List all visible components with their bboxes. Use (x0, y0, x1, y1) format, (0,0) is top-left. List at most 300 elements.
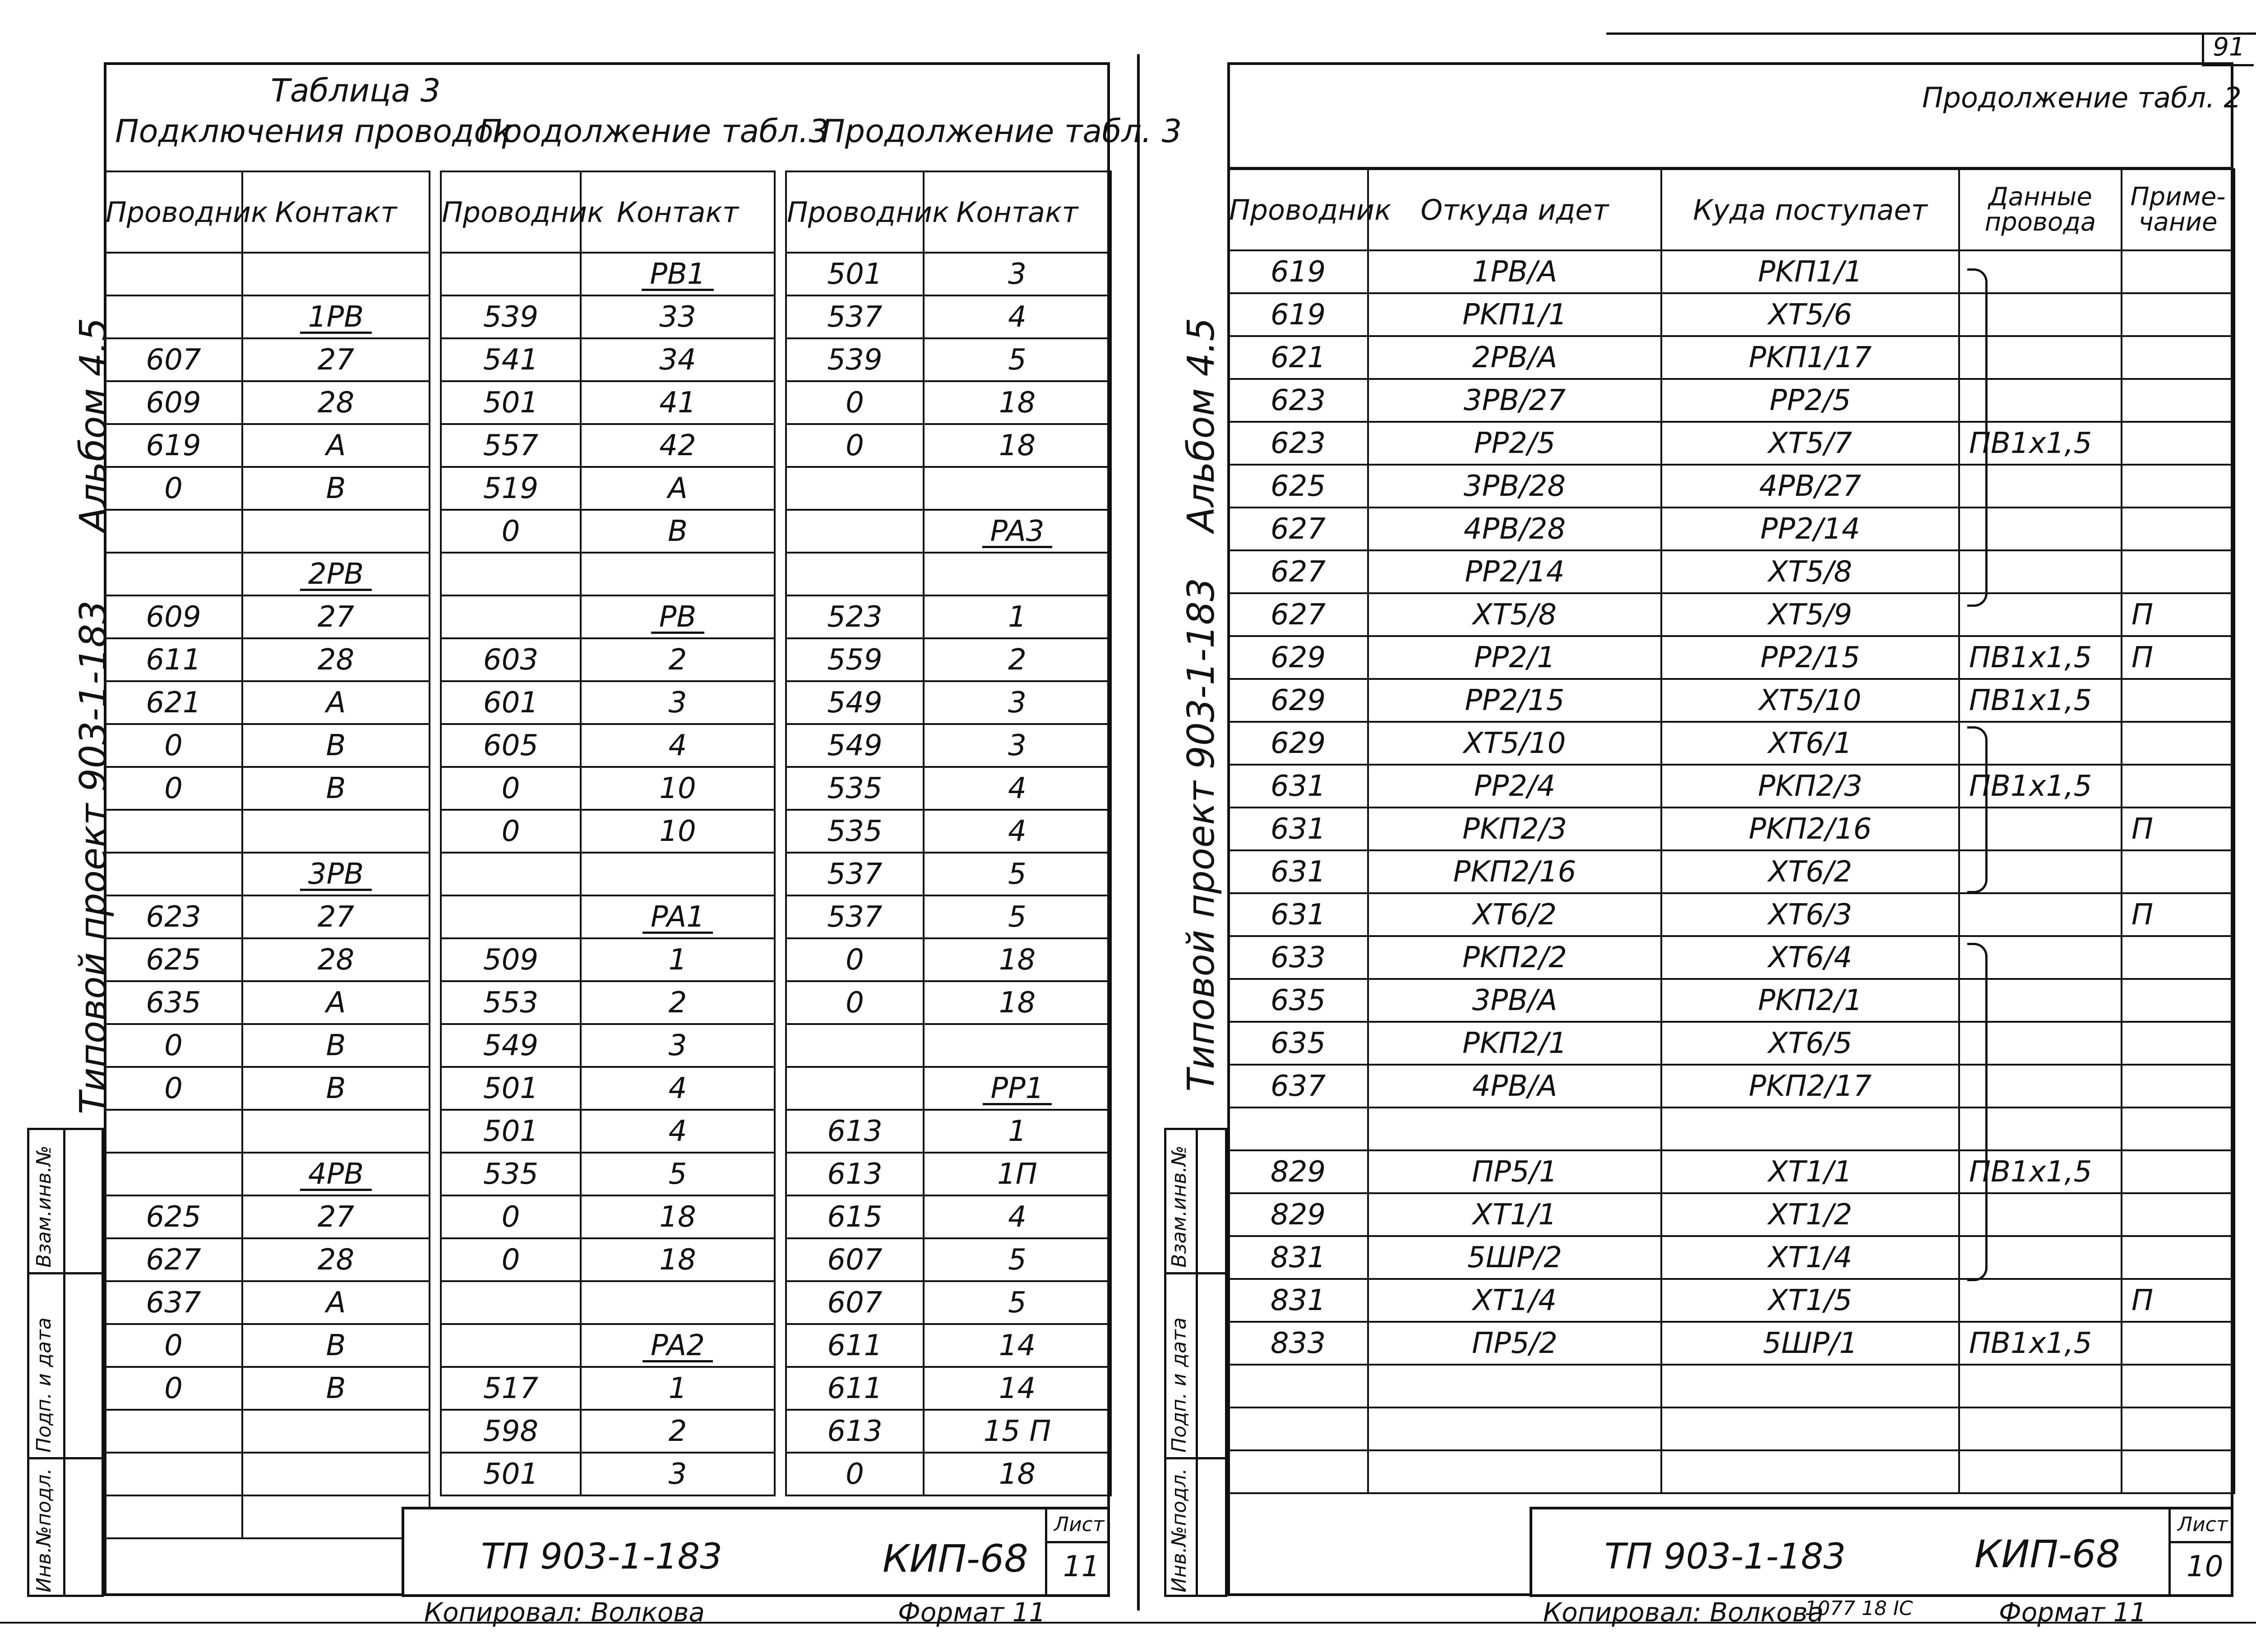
conductor-cell: 501 (441, 381, 581, 424)
conductor-cell (105, 1453, 242, 1495)
table-row (1228, 1193, 2234, 1236)
table3-part1-body (105, 253, 430, 1538)
conductor-cell: 559 (786, 638, 924, 681)
contact-cell: 18 (581, 1195, 775, 1238)
contact-cell (242, 1410, 430, 1453)
wire-cell: ПВ1x1,5 (1959, 1150, 2122, 1193)
to-cell (1661, 1450, 1959, 1493)
table2-body (1228, 250, 2234, 1493)
conductor-cell (105, 1410, 242, 1453)
table-row (441, 595, 775, 638)
table-row (786, 381, 1111, 424)
conductor-cell: 619 (105, 424, 242, 467)
contact-cell (242, 295, 430, 338)
left-footer-copied: Копировал: Волкова (424, 1597, 705, 1628)
right-stamp-code: ТП 903-1-183 (1604, 1537, 1846, 1577)
table-row (441, 1281, 775, 1324)
table-row (441, 638, 775, 681)
table-row (105, 1195, 430, 1238)
conductor-cell: 605 (441, 724, 581, 767)
from-cell: 4PB/28 (1368, 508, 1661, 550)
note-cell (2122, 979, 2234, 1022)
table3-subtitle: Подключения проводок (115, 113, 513, 150)
right-side-stamp-rule2 (1164, 1457, 1227, 1459)
table-row (105, 253, 430, 295)
contact-cell: 5 (924, 853, 1111, 895)
table-row (105, 724, 430, 767)
wire-cell (1959, 1407, 2122, 1450)
table-row (1228, 593, 2234, 636)
table-row (1228, 293, 2234, 336)
col-from-header: Откуда идет (1368, 169, 1661, 250)
right-album-label: Альбом 4.5 (1180, 318, 1223, 532)
conductor-cell: 629 (1228, 636, 1368, 679)
conductor-cell (786, 1024, 924, 1067)
table-row (786, 895, 1111, 938)
contact-cell (581, 1324, 775, 1367)
conductor-cell (441, 895, 581, 938)
contact-cell: 1 (581, 938, 775, 981)
to-cell: PP2/15 (1661, 636, 1959, 679)
conductor-cell: 615 (786, 1195, 924, 1238)
conductor-cell: 0 (786, 981, 924, 1024)
from-cell: 3PB/28 (1368, 465, 1661, 508)
contact-cell: 2 (581, 981, 775, 1024)
contact-cell: 2 (924, 638, 1111, 681)
left-stamp-rule (1045, 1541, 1108, 1543)
note-cell (2122, 1065, 2234, 1107)
from-cell: 3PB/27 (1368, 379, 1661, 422)
conductor-cell: 611 (786, 1324, 924, 1367)
conductor-cell (441, 853, 581, 895)
conductor-cell: 0 (105, 1024, 242, 1067)
contact-cell: 4 (581, 724, 775, 767)
to-cell: PKП1/1 (1661, 250, 1959, 293)
conductor-cell: 535 (786, 810, 924, 853)
col-contact-header: Контакт (242, 171, 430, 253)
note-cell (2122, 293, 2234, 336)
top-rule (1606, 32, 2256, 35)
from-cell: XT1/1 (1368, 1193, 1661, 1236)
conductor-cell: 0 (786, 938, 924, 981)
table-row (1228, 1150, 2234, 1193)
table-row (786, 338, 1111, 381)
note-cell: П (2122, 893, 2234, 936)
contact-cell: 3 (924, 681, 1111, 724)
contact-cell: 14 (924, 1324, 1111, 1367)
table-row (786, 510, 1111, 553)
contact-cell (581, 853, 775, 895)
conductor-cell: 611 (105, 638, 242, 681)
note-cell (2122, 1150, 2234, 1193)
note-cell (2122, 250, 2234, 293)
table-row (1228, 508, 2234, 550)
table-row (105, 638, 430, 681)
left-stamp-kip: КИП-68 (883, 1537, 1028, 1581)
note-cell (2122, 936, 2234, 979)
contact-cell: 18 (924, 381, 1111, 424)
col-conductor-header: Проводник (786, 171, 924, 253)
contact-cell: 15 П (924, 1410, 1111, 1453)
conductor-cell: 613 (786, 1110, 924, 1153)
conductor-cell: 629 (1228, 679, 1368, 722)
table-row (105, 895, 430, 938)
table-row (105, 853, 430, 895)
table-row (1228, 1065, 2234, 1107)
contact-cell (581, 895, 775, 938)
conductor-cell: 0 (441, 1195, 581, 1238)
table-row (1228, 1022, 2234, 1065)
conductor-cell (1228, 1107, 1368, 1150)
col-conductor-header: Проводник (441, 171, 581, 253)
conductor-cell: 631 (1228, 808, 1368, 850)
table-row (786, 595, 1111, 638)
conductor-cell (786, 1067, 924, 1110)
conductor-cell (786, 510, 924, 553)
conductor-cell (1228, 1450, 1368, 1493)
conductor-cell (786, 467, 924, 510)
table-row (105, 1238, 430, 1281)
contact-cell: 4 (924, 1195, 1111, 1238)
to-cell (1661, 1365, 1959, 1407)
contact-cell (924, 553, 1111, 595)
conductor-cell: 631 (1228, 850, 1368, 893)
table-row (786, 1281, 1111, 1324)
device-label: 4PB (300, 1160, 372, 1191)
conductor-cell: 637 (1228, 1065, 1368, 1107)
table-row (786, 724, 1111, 767)
conductor-cell: 523 (786, 595, 924, 638)
table-row (786, 424, 1111, 467)
table-row (105, 381, 430, 424)
table-row (441, 1195, 775, 1238)
table-row (1228, 765, 2234, 808)
device-label: 1PB (300, 303, 372, 334)
conductor-cell: 0 (105, 1367, 242, 1410)
table3-part1 (104, 171, 430, 1539)
right-side-stamp-rule1 (1164, 1272, 1227, 1274)
contact-cell: 3 (581, 1024, 775, 1067)
from-cell: 2PB/A (1368, 336, 1661, 379)
conductor-cell: 519 (441, 467, 581, 510)
table-row (441, 1324, 775, 1367)
right-footer-copied: Копировал: Волкова (1543, 1597, 1824, 1628)
conductor-cell: 831 (1228, 1279, 1368, 1322)
table-row (786, 253, 1111, 295)
contact-cell: 4 (581, 1110, 775, 1153)
contact-cell: A (242, 681, 430, 724)
contact-cell: 5 (924, 895, 1111, 938)
conductor-cell: 607 (105, 338, 242, 381)
conductor-cell: 625 (105, 1195, 242, 1238)
conductor-cell: 601 (441, 681, 581, 724)
table-row (786, 810, 1111, 853)
brace-group-1 (1967, 268, 1988, 607)
brace-group-3 (1967, 943, 1988, 1281)
left-stamp-sheet-no: 11 (1063, 1550, 1100, 1583)
contact-cell: 5 (924, 1281, 1111, 1324)
table2-continuation (1227, 168, 2235, 1494)
conductor-cell (105, 1495, 242, 1538)
note-cell: П (2122, 636, 2234, 679)
from-cell (1368, 1107, 1661, 1150)
table-row (105, 424, 430, 467)
to-cell: XT5/9 (1661, 593, 1959, 636)
conductor-cell: 501 (441, 1110, 581, 1153)
conductor-cell (105, 1110, 242, 1153)
conductor-cell (786, 553, 924, 595)
conductor-cell: 0 (441, 810, 581, 853)
to-cell: PKП1/17 (1661, 336, 1959, 379)
contact-cell: 1 (581, 1367, 775, 1410)
table-row (786, 981, 1111, 1024)
table-row (1228, 379, 2234, 422)
table-row (786, 1024, 1111, 1067)
table-row (105, 1024, 430, 1067)
table-row (441, 253, 775, 295)
contact-cell: B (242, 724, 430, 767)
right-stamp-sheet-no: 10 (2187, 1550, 2224, 1583)
table-row (786, 467, 1111, 510)
table-row (441, 724, 775, 767)
conductor-cell: 0 (786, 1453, 924, 1495)
conductor-cell: 627 (1228, 550, 1368, 593)
table-row (786, 938, 1111, 981)
table-row (1228, 1450, 2234, 1493)
to-cell: XT1/5 (1661, 1279, 1959, 1322)
conductor-cell: 501 (441, 1067, 581, 1110)
conductor-cell: 535 (441, 1153, 581, 1195)
table-row (105, 1367, 430, 1410)
contact-cell: 28 (242, 381, 430, 424)
device-label: PB (651, 603, 705, 634)
contact-cell: 18 (924, 1453, 1111, 1495)
from-cell: XT1/4 (1368, 1279, 1661, 1322)
left-side-label-inv: Инв.№подл. (32, 1468, 55, 1592)
contact-cell: 41 (581, 381, 775, 424)
table-row (441, 810, 775, 853)
right-side-stamp-divider (1196, 1128, 1198, 1597)
table-row (1228, 636, 2234, 679)
left-stamp-code: ТП 903-1-183 (481, 1537, 722, 1577)
left-side-label-replace: Взам.инв.№ (32, 1145, 55, 1268)
conductor-cell: 0 (105, 767, 242, 810)
note-cell (2122, 422, 2234, 465)
from-cell: 3PB/A (1368, 979, 1661, 1022)
contact-cell (242, 510, 430, 553)
table-row (441, 510, 775, 553)
contact-cell: 3 (924, 724, 1111, 767)
contact-cell (242, 810, 430, 853)
table-row (441, 938, 775, 981)
note-cell (2122, 465, 2234, 508)
contact-cell: 42 (581, 424, 775, 467)
contact-cell: 14 (924, 1367, 1111, 1410)
contact-cell: 2 (581, 638, 775, 681)
conductor-cell: 631 (1228, 765, 1368, 808)
conductor-cell: 549 (441, 1024, 581, 1067)
left-project-label: Типовой проект 903-1-183 (72, 600, 115, 1114)
note-cell (2122, 1450, 2234, 1493)
conductor-cell: 831 (1228, 1236, 1368, 1279)
col-contact-header: Контакт (581, 171, 775, 253)
contact-cell: 27 (242, 895, 430, 938)
conductor-cell: 0 (105, 467, 242, 510)
to-cell: PP2/5 (1661, 379, 1959, 422)
note-cell (2122, 722, 2234, 765)
table-row (441, 467, 775, 510)
to-cell: XT6/1 (1661, 722, 1959, 765)
conductor-cell: 613 (786, 1153, 924, 1195)
device-label: PB1 (642, 260, 713, 291)
conductor-cell: 635 (1228, 1022, 1368, 1065)
right-stamp-divider (2168, 1509, 2171, 1595)
table-row (786, 1238, 1111, 1281)
conductor-cell (105, 1153, 242, 1195)
conductor-cell: 629 (1228, 722, 1368, 765)
conductor-cell: 625 (1228, 465, 1368, 508)
page-number: 91 (2202, 32, 2254, 66)
table-row (441, 681, 775, 724)
table-row (786, 1324, 1111, 1367)
contact-cell (242, 853, 430, 895)
table-row (1228, 979, 2234, 1022)
contact-cell: 27 (242, 338, 430, 381)
conductor-cell: 609 (105, 381, 242, 424)
contact-cell (242, 253, 430, 295)
device-label: 3PB (300, 860, 372, 891)
note-cell (2122, 1236, 2234, 1279)
from-cell: XT5/10 (1368, 722, 1661, 765)
contact-cell: B (242, 467, 430, 510)
table-row (441, 767, 775, 810)
contact-cell: 3 (581, 1453, 775, 1495)
table-row (441, 553, 775, 595)
contact-cell: 18 (924, 938, 1111, 981)
col-conductor-header: Проводник (1228, 169, 1368, 250)
table-row (105, 338, 430, 381)
wire-cell: ПВ1x1,5 (1959, 422, 2122, 465)
contact-cell (581, 253, 775, 295)
contact-cell: 28 (242, 638, 430, 681)
conductor-cell: 613 (786, 1410, 924, 1453)
table-row (105, 1110, 430, 1153)
table3-part3-body (786, 253, 1111, 1495)
to-cell: PKП2/1 (1661, 979, 1959, 1022)
table-row (441, 1367, 775, 1410)
left-side-stamp-rule2 (27, 1457, 104, 1459)
table-row (105, 467, 430, 510)
conductor-cell: 501 (441, 1453, 581, 1495)
to-cell: PKП2/17 (1661, 1065, 1959, 1107)
table-row (105, 1410, 430, 1453)
sheet-divider (1137, 54, 1140, 1610)
conductor-cell: 619 (1228, 293, 1368, 336)
conductor-cell: 549 (786, 681, 924, 724)
from-cell: 4PB/A (1368, 1065, 1661, 1107)
contact-cell: 27 (242, 595, 430, 638)
to-cell: XT6/5 (1661, 1022, 1959, 1065)
contact-cell (242, 1110, 430, 1153)
conductor-cell: 539 (786, 338, 924, 381)
bottom-rule (0, 1622, 2256, 1624)
to-cell: PP2/14 (1661, 508, 1959, 550)
table-row (786, 1410, 1111, 1453)
device-label: PA3 (982, 517, 1053, 548)
right-footer-extra: 1077 18 IC (1805, 1597, 1913, 1620)
table-row (1228, 936, 2234, 979)
table-row (786, 1153, 1111, 1195)
wire-cell (1959, 1279, 2122, 1322)
left-side-stamp-rule1 (27, 1272, 104, 1274)
col-note-header: Приме-чание (2122, 169, 2234, 250)
table-row (1228, 1279, 2234, 1322)
conductor-cell: 627 (105, 1238, 242, 1281)
wire-cell: ПВ1x1,5 (1959, 765, 2122, 808)
contact-cell: 4 (581, 1067, 775, 1110)
table-row (441, 1238, 775, 1281)
contact-cell: 5 (924, 1238, 1111, 1281)
wire-cell: ПВ1x1,5 (1959, 679, 2122, 722)
from-cell: PP2/4 (1368, 765, 1661, 808)
from-cell: XT5/8 (1368, 593, 1661, 636)
from-cell: PP2/14 (1368, 550, 1661, 593)
conductor-cell: 537 (786, 895, 924, 938)
to-cell: XT5/7 (1661, 422, 1959, 465)
note-cell: П (2122, 1279, 2234, 1322)
from-cell: ПP5/1 (1368, 1150, 1661, 1193)
conductor-cell (105, 810, 242, 853)
table-row (105, 810, 430, 853)
conductor-cell: 501 (786, 253, 924, 295)
device-label: PA1 (643, 903, 713, 934)
left-side-stamp-divider (63, 1128, 65, 1597)
contact-cell: B (242, 1324, 430, 1367)
contact-cell: 5 (924, 338, 1111, 381)
contact-cell: 3 (581, 681, 775, 724)
table-row (441, 1067, 775, 1110)
from-cell: PKП1/1 (1368, 293, 1661, 336)
table-row (1228, 1407, 2234, 1450)
contact-cell: 10 (581, 810, 775, 853)
table-row (105, 767, 430, 810)
table-row (1228, 465, 2234, 508)
contact-cell: 1 (924, 595, 1111, 638)
table-row (786, 1367, 1111, 1410)
contact-cell: B (242, 1367, 430, 1410)
left-album-label: Альбом 4.5 (72, 318, 115, 532)
conductor-cell (105, 253, 242, 295)
to-cell: XT1/1 (1661, 1150, 1959, 1193)
table-row (1228, 336, 2234, 379)
contact-cell: 1П (924, 1153, 1111, 1195)
from-cell: PP2/5 (1368, 422, 1661, 465)
note-cell (2122, 508, 2234, 550)
conductor-cell: 621 (1228, 336, 1368, 379)
conductor-cell: 623 (105, 895, 242, 938)
from-cell: 5ШP/2 (1368, 1236, 1661, 1279)
table-row (105, 1453, 430, 1495)
conductor-cell (105, 295, 242, 338)
right-stamp-rule (2168, 1541, 2232, 1543)
conductor-cell: 557 (441, 424, 581, 467)
table-row (105, 938, 430, 981)
table-row (441, 338, 775, 381)
note-cell (2122, 550, 2234, 593)
conductor-cell (441, 553, 581, 595)
cont-heading-2: Продолжение табл. 3 (821, 113, 1182, 150)
conductor-cell: 633 (1228, 936, 1368, 979)
